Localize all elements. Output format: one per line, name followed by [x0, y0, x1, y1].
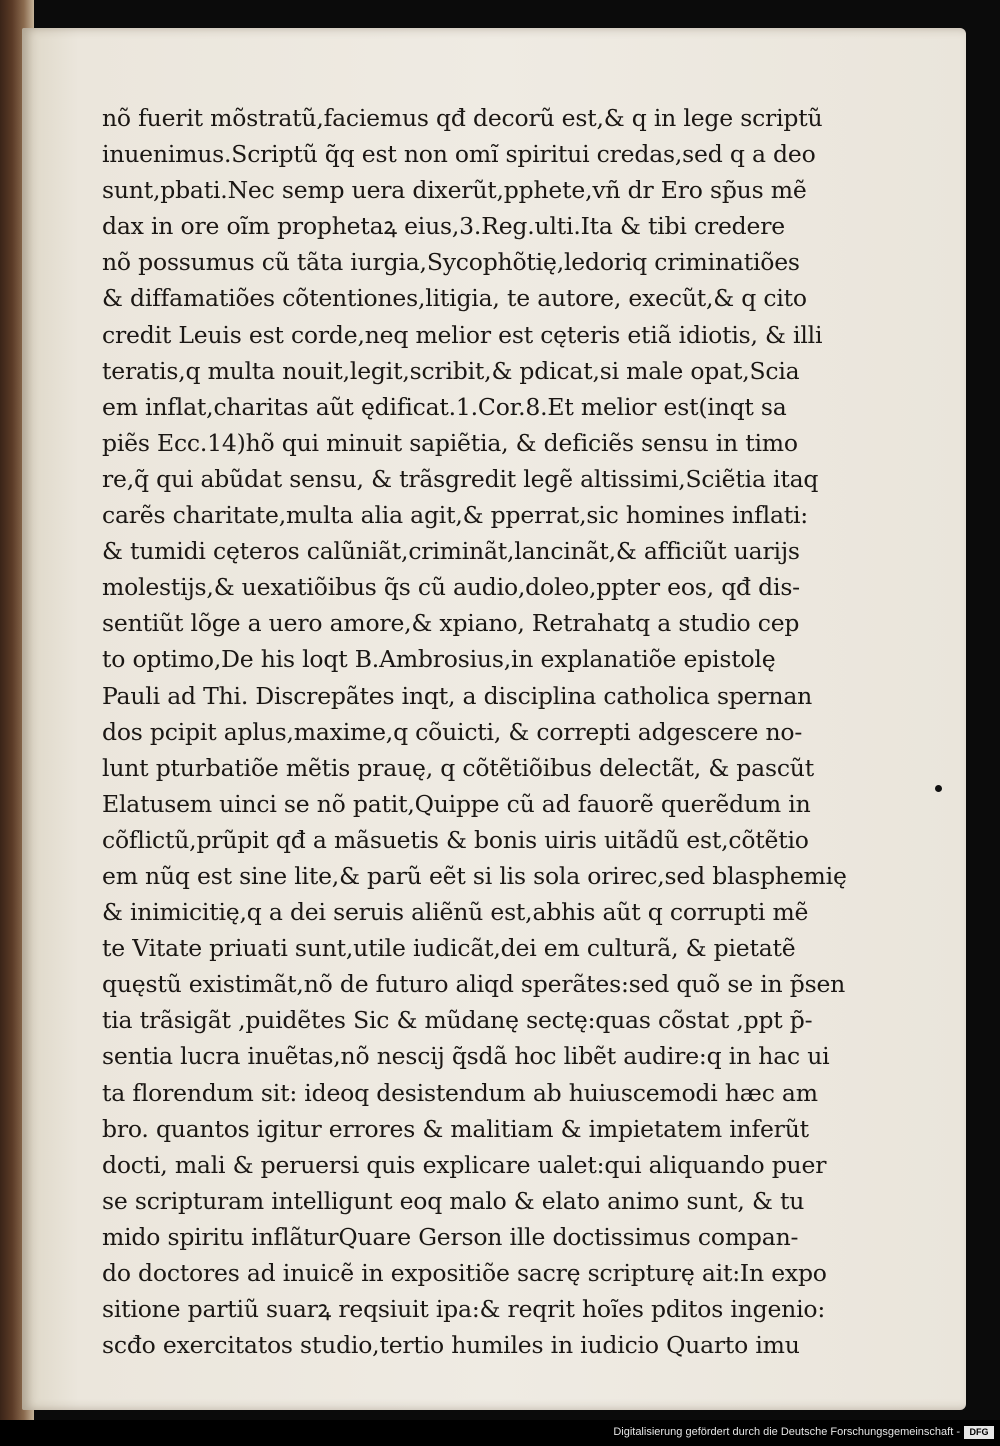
text-line: teratis,q multa nouit,legit,scribit,& pdicat,si male opat,Scia: [102, 356, 800, 385]
text-line: em nũq est sine lite,& parũ eẽt si lis sola orirec,sed blasphemię: [102, 861, 847, 890]
text-line: to optimo,De his loqt B.Ambrosius,in explanatiõe epistolę: [102, 645, 776, 674]
text-line: do doctores ad inuicẽ in expositiõe sacrę scripturę ait:In expo: [102, 1259, 827, 1287]
ink-speck: [935, 785, 942, 792]
text-line: em inflat,charitas aũt ędificat.1.Cor.8.Et melior est(inqt sa: [102, 392, 787, 421]
text-line: piẽs Ecc.14)hõ qui minuit sapiẽtia, & deficiẽs sensu in timo: [102, 428, 798, 457]
text-line: sunt,pbati.Nec semp uera dixerũt,pphete,vñ dr Ero sp̃us mẽ: [102, 176, 807, 205]
text-line: nõ possumus cũ tãta iurgia,Sycophõtię,ledoriq criminatiões: [102, 248, 800, 277]
text-line: dax in ore oĩm prophetaꝝ eius,3.Reg.ulti.Ita & tibi credere: [102, 212, 785, 241]
book-page: [22, 28, 966, 1410]
text-line: & inimicitię,q a dei seruis aliẽnũ est,abhis aũt q corrupti mẽ: [102, 898, 809, 927]
text-line: dos pcipit aplus,maxime,q cõuicti, & correpti adgescere no-: [102, 717, 803, 746]
text-line: quęstũ existimãt,nõ de futuro aliqd sperãtes:sed quõ se in p̃sen: [102, 970, 846, 999]
text-line: sitione partiũ suarꝝ reqsiuit ipa:& reqrit hoĩes pditos ingenio:: [102, 1295, 826, 1324]
dfg-logo: DFG: [964, 1426, 994, 1439]
text-line: te Vitate priuati sunt,utile iudicãt,dei em culturã, & pietatẽ: [102, 934, 796, 963]
text-line: mido spiritu inflãturQuare Gerson ille doctissimus compan-: [102, 1222, 799, 1251]
digitization-footer: [0, 1420, 1000, 1446]
text-line: Pauli ad Thi. Discrepãtes inqt, a disciplina catholica spernan: [102, 681, 813, 710]
text-line: ta florendum sit: ideoq desistendum ab huiuscemodi hæc am: [102, 1078, 818, 1107]
text-line: sentiũt lõge a uero amore,& xpiano, Retrahatq a studio cep: [102, 609, 800, 638]
text-line: sentia lucra inuẽtas,nõ nescij q̃sdã hoc libẽt audire:q in hac ui: [102, 1042, 830, 1071]
text-line: credit Leuis est corde,neq melior est cęteris etiã idiotis, & illi: [102, 320, 823, 349]
text-line: & tumidi cęteros calũniãt,criminãt,lancinãt,& afficiũt uarijs: [102, 537, 800, 566]
text-line: tia trãsigãt ,puidẽtes Sic & mũdanę sectę:quas cõstat ,ppt p̃-: [102, 1006, 813, 1035]
text-line: nõ fuerit mõstratũ,faciemus qđ decorũ est,& q in lege scriptũ: [102, 104, 823, 132]
text-line: docti, mali & peruersi quis explicare ualet:qui aliquando puer: [102, 1150, 827, 1179]
text-line: & diffamatiões cõtentiones,litigia, te autore, execũt,& q cito: [102, 284, 807, 313]
text-line: re,q̃ qui abũdat sensu, & trãsgredit legẽ altissimi,Sciẽtia itaq: [102, 464, 819, 493]
text-line: cõflictũ,prũpit qđ a mãsuetis & bonis uiris uitãdũ est,cõtẽtio: [102, 825, 809, 854]
text-line: Elatusem uinci se nõ patit,Quippe cũ ad fauorẽ querẽdum in: [102, 789, 811, 818]
text-line: scđo exercitatos studio,tertio humiles in iudicio Quarto imu: [102, 1331, 800, 1360]
text-line: se scripturam intelligunt eoq malo & elato animo sunt, & tu: [102, 1186, 805, 1215]
text-line: inuenimus.Scriptũ q̃q est non omĩ spiritui credas,sed q a deo: [102, 140, 816, 169]
text-line: molestijs,& uexatiõibus q̃s cũ audio,doleo,ppter eos, qđ dis-: [102, 573, 800, 602]
text-line: bro. quantos igitur errores & malitiam & impietatem inferũt: [102, 1114, 809, 1143]
text-line: carẽs charitate,multa alia agit,& pperrat,sic homines inflati:: [102, 501, 809, 530]
funding-credit: Digitalisierung gefördert durch die Deutsche Forschungsgemeinschaft -: [613, 1426, 960, 1438]
text-line: lunt pturbatiõe mẽtis prauę, q cõtẽtiõibus delectãt, & pascũt: [102, 753, 814, 782]
page-text: [102, 100, 847, 1363]
